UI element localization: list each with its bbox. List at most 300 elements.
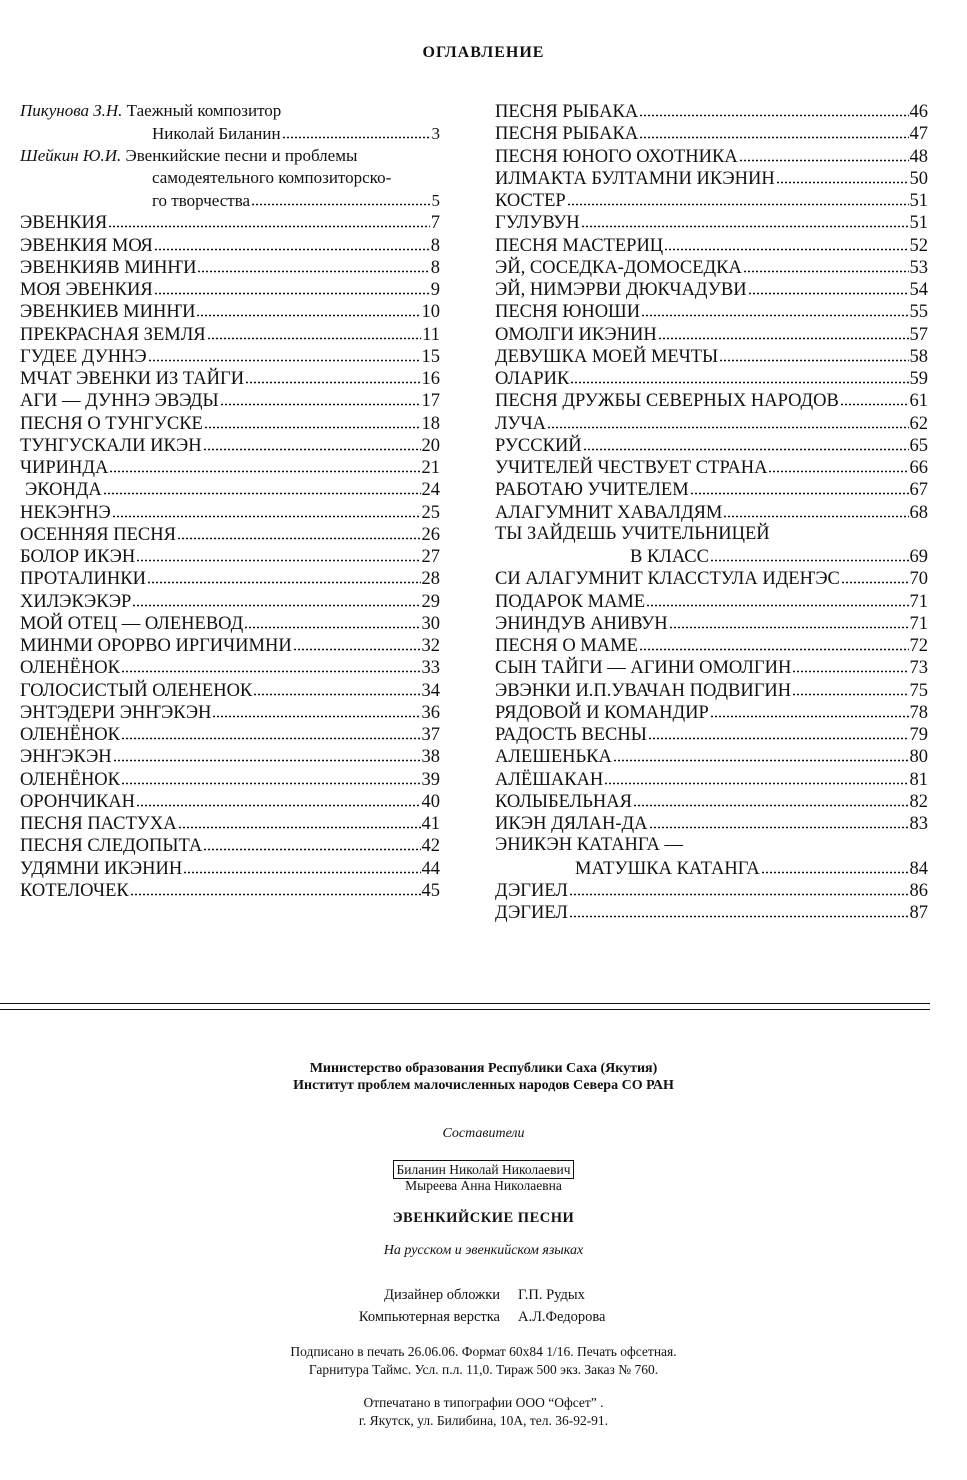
page-number: 65 xyxy=(909,435,928,456)
dot-leader xyxy=(664,234,908,251)
toc-list-left xyxy=(20,211,440,901)
page-number: 34 xyxy=(421,680,440,701)
dot-leader xyxy=(669,612,909,629)
languages-note: На русском и эвенкийском языках xyxy=(383,1243,584,1258)
page-number: 8 xyxy=(430,235,440,256)
toc-entry xyxy=(495,812,928,834)
page-number: 25 xyxy=(421,502,440,523)
dot-leader xyxy=(154,234,430,251)
toc-entry xyxy=(495,122,928,144)
page-number: 10 xyxy=(421,302,440,323)
toc-entry-title: МЧАТ ЭВЕНКИ ИЗ ТАЙГИ xyxy=(20,369,245,389)
dot-leader xyxy=(253,679,420,696)
dot-leader xyxy=(792,679,908,696)
page-number: 51 xyxy=(909,191,928,211)
page-number: 29 xyxy=(421,591,440,612)
toc-entry xyxy=(20,590,440,612)
toc-title: ОГЛАВЛЕНИЕ xyxy=(422,44,545,61)
dot-leader xyxy=(112,501,421,518)
page-number: 20 xyxy=(421,435,440,456)
page-number: 47 xyxy=(909,124,928,145)
dot-leader xyxy=(569,901,909,918)
toc-entry-title: ОЛЕНЁНОК xyxy=(20,769,121,790)
dot-leader xyxy=(203,834,420,851)
toc-entry-title: ЭВЕНКИЯ xyxy=(20,213,108,234)
page-number: 48 xyxy=(909,146,928,167)
dot-leader xyxy=(649,812,909,829)
toc-entry-title: РАДОСТЬ ВЕСНЫ xyxy=(495,725,647,745)
page-number: 82 xyxy=(909,791,928,812)
toc-entry-title: ПЕСНЯ РЫБАКА xyxy=(495,124,639,145)
toc-entry xyxy=(495,367,928,389)
dot-leader xyxy=(547,412,908,429)
dot-leader xyxy=(658,323,909,340)
dot-leader xyxy=(639,634,909,651)
toc-entry xyxy=(20,278,440,300)
dot-leader xyxy=(613,745,909,762)
page-number: 44 xyxy=(421,858,440,879)
dot-leader xyxy=(646,590,908,607)
toc-entry-title: ПЕСНЯ МАСТЕРИЦ xyxy=(495,235,664,256)
toc-entry-title: ОСЕННЯЯ ПЕСНЯ xyxy=(20,524,176,545)
toc-entry xyxy=(20,567,440,589)
printer-info: Отпечатано в типографии ООО “Офсет” . xyxy=(363,1395,604,1410)
dot-leader xyxy=(132,590,420,607)
toc-entry xyxy=(495,278,928,300)
toc-entry xyxy=(495,879,928,901)
dot-leader xyxy=(204,412,421,429)
toc-entry-title: ЧИРИНДА xyxy=(20,458,109,478)
page-number: 8 xyxy=(430,257,440,278)
toc-entry-title: РЯДОВОЙ И КОМАНДИР xyxy=(495,702,709,723)
page-number: 59 xyxy=(909,369,928,389)
essay-author: Шейкин Ю.И. xyxy=(20,145,122,165)
toc-entry-title: МИНМИ ОРОРВО ИРГИЧИМНИ xyxy=(20,636,292,656)
toc-entry-title: ЛУЧА xyxy=(495,413,547,434)
page-number: 39 xyxy=(421,769,440,790)
toc-entry xyxy=(495,656,928,678)
page-number: 78 xyxy=(909,702,928,723)
toc-entry xyxy=(495,323,928,345)
toc-entry xyxy=(495,567,928,589)
imprint-ministry: Министерство образования Республики Саха (Якутия) xyxy=(309,1061,658,1076)
toc-entry-title: ИКЭН ДЯЛАН-ДА xyxy=(495,814,648,834)
credits-block xyxy=(300,1284,660,1328)
compiler-name: Биланин Николай Николаевич xyxy=(393,1160,573,1179)
toc-entry-title: ЭНИКЭН КАТАНГА — xyxy=(495,835,684,856)
page-number: 71 xyxy=(909,613,928,634)
page-number: 46 xyxy=(909,102,928,122)
page-number: 7 xyxy=(430,213,440,234)
dot-leader xyxy=(121,723,420,740)
toc-entry-title: ТЫ ЗАЙДЕШЬ УЧИТЕЛЬНИЦЕЙ xyxy=(495,523,770,544)
toc-entry xyxy=(495,901,928,923)
dot-leader xyxy=(639,122,908,139)
toc-entry-title: ГУДЕЕ ДУННЭ xyxy=(20,346,147,367)
toc-entry xyxy=(20,768,440,790)
toc-entry xyxy=(495,501,928,523)
toc-entry xyxy=(495,612,928,634)
toc-entry xyxy=(20,723,440,745)
toc-entry-title: АЛЕШЕНЬКА xyxy=(495,747,612,768)
toc-entry-multiline xyxy=(495,523,928,568)
page-number: 21 xyxy=(421,458,440,478)
toc-entry-title: ЭВЕНКИЕВ МИНҤИ xyxy=(20,302,196,323)
toc-entry-title: ЭЙ, СОСЕДКА-ДОМОСЕДКА xyxy=(495,257,742,278)
toc-entry-title: АЛЁШАКАН xyxy=(495,769,604,790)
page-number: 24 xyxy=(421,480,440,501)
dot-leader xyxy=(710,701,909,718)
toc-entry-title: СЫН ТАЙГИ — АГИНИ ОМОЛГИН xyxy=(495,658,792,679)
credit-row xyxy=(300,1306,660,1328)
page-number: 58 xyxy=(909,346,928,367)
page-number: 16 xyxy=(421,369,440,389)
page-number: 30 xyxy=(421,613,440,634)
toc-entry xyxy=(495,590,928,612)
page-number: 66 xyxy=(909,458,928,478)
toc-entry-title: ГОЛОСИСТЫЙ ОЛЕНЕНОК xyxy=(20,680,253,701)
essay-author: Пикунова З.Н. xyxy=(20,101,123,120)
toc-entry-title: КОТЕЛОЧЕК xyxy=(20,880,129,901)
toc-entry-title: ОЛАРИК xyxy=(495,369,570,389)
page-number: 33 xyxy=(421,658,440,679)
toc-entry-title: ЭНТЭДЕРИ ЭНҤЭКЭН xyxy=(20,702,212,723)
toc-entry-title: ЭВЕНКИЯ МОЯ xyxy=(20,235,153,256)
essay-entry xyxy=(20,100,440,145)
page-number: 45 xyxy=(421,880,440,901)
dot-leader xyxy=(569,879,909,896)
toc-entry xyxy=(495,745,928,767)
dot-leader xyxy=(776,167,909,184)
credit-role: Дизайнер обложки xyxy=(384,1287,500,1303)
print-details: Подписано в печать 26.06.06. Формат 60х84 1/16. Печать офсетная. xyxy=(290,1344,677,1359)
toc-entry-title: ОЛЕНЁНОК xyxy=(20,725,121,745)
page-number: 9 xyxy=(430,280,440,300)
toc-entry xyxy=(495,256,928,278)
page-number: 61 xyxy=(909,391,928,412)
toc-entry xyxy=(495,211,928,233)
dot-leader xyxy=(293,634,421,651)
dot-leader xyxy=(136,545,420,562)
toc-entry xyxy=(20,345,440,367)
toc-entry-title: ПЕСНЯ ДРУЖБЫ СЕВЕРНЫХ НАРОДОВ xyxy=(495,391,839,412)
page-number: 40 xyxy=(421,791,440,812)
page-number: 28 xyxy=(421,569,440,590)
dot-leader xyxy=(748,278,909,295)
toc-entry xyxy=(495,189,928,211)
dot-leader xyxy=(183,857,420,874)
page-number: 41 xyxy=(421,814,440,834)
page-number: 32 xyxy=(421,636,440,656)
toc-entry-title: ТУНГУСКАЛИ ИКЭН xyxy=(20,435,202,456)
dot-leader xyxy=(177,523,421,540)
toc-entry xyxy=(20,834,440,856)
toc-entry-title: АЛАГУМНИТ ХАВАЛДЯМ xyxy=(495,502,723,523)
page-number: 62 xyxy=(909,413,928,434)
page-number: 11 xyxy=(422,324,440,345)
dot-leader xyxy=(743,256,909,273)
dot-leader xyxy=(136,790,420,807)
toc-right-column xyxy=(495,100,928,923)
toc-entry xyxy=(20,634,440,656)
page-number: 54 xyxy=(909,280,928,300)
dot-leader xyxy=(220,389,421,406)
toc-entry xyxy=(20,367,440,389)
toc-entry xyxy=(20,256,440,278)
page-number: 69 xyxy=(909,547,928,567)
page-number: 53 xyxy=(909,257,928,278)
toc-entry-title: ПОДАРОК МАМЕ xyxy=(495,591,646,612)
toc-entry xyxy=(495,100,928,122)
dot-leader xyxy=(581,211,909,228)
divider-rule xyxy=(0,1003,930,1004)
toc-entry xyxy=(20,656,440,678)
dot-leader xyxy=(570,367,908,384)
printer-info: г. Якутск, ул. Билибина, 10А, тел. 36-92-91. xyxy=(358,1413,609,1428)
dot-leader xyxy=(121,656,420,673)
page-number: 57 xyxy=(909,324,928,345)
toc-entry xyxy=(495,790,928,812)
dot-leader xyxy=(723,501,908,518)
toc-entry xyxy=(495,167,928,189)
toc-list-right xyxy=(495,879,928,924)
toc-entry xyxy=(20,545,440,567)
page-number: 17 xyxy=(421,391,440,412)
toc-entry xyxy=(495,389,928,411)
toc-entry-title: ЭЙ, НИМЭРВИ ДЮКЧАДУВИ xyxy=(495,280,747,300)
essay-title: го творчества xyxy=(152,191,251,210)
toc-entry-title: ЭВЕНКИЯВ МИНҤИ xyxy=(20,257,197,278)
page-number: 26 xyxy=(421,524,440,545)
toc-entry xyxy=(20,745,440,767)
toc-entry-title: ДЭГИЕЛ xyxy=(495,903,568,923)
toc-entry xyxy=(20,701,440,723)
toc-entry xyxy=(20,790,440,812)
toc-entry xyxy=(20,300,440,322)
toc-entry xyxy=(495,679,928,701)
dot-leader xyxy=(639,100,908,117)
page-number: 87 xyxy=(909,903,928,923)
book-title: ЭВЕНКИЙСКИЕ ПЕСНИ xyxy=(392,1210,575,1226)
page-number: 81 xyxy=(909,769,928,790)
dot-leader xyxy=(121,768,420,785)
page-number: 55 xyxy=(909,302,928,323)
toc-entry xyxy=(495,434,928,456)
toc-entry-title: РАБОТАЮ УЧИТЕЛЕМ xyxy=(495,480,689,501)
page-number: 38 xyxy=(421,747,440,768)
toc-entry-title: ХИЛЭКЭКЭР xyxy=(20,591,132,612)
dot-leader xyxy=(282,122,431,139)
toc-entry xyxy=(495,300,928,322)
toc-entry-title: ПЕСНЯ О МАМЕ xyxy=(495,636,638,656)
toc-entry xyxy=(20,434,440,456)
toc-left-column xyxy=(20,100,440,901)
dot-leader xyxy=(108,211,429,228)
compilers-label: Составители xyxy=(442,1126,525,1141)
essay-title: самодеятельного композиторско- xyxy=(152,167,392,187)
compiler-name: Мыреева Анна Николаевна xyxy=(405,1178,562,1193)
page-number: 73 xyxy=(909,658,928,679)
toc-entry xyxy=(495,478,928,500)
toc-entry xyxy=(495,768,928,790)
page-number: 80 xyxy=(909,747,928,768)
toc-entry xyxy=(20,389,440,411)
page-number: 75 xyxy=(909,680,928,701)
dot-leader xyxy=(154,278,430,295)
toc-entry-title: ПЕСНЯ РЫБАКА xyxy=(495,102,639,122)
page-number: 86 xyxy=(909,880,928,901)
toc-entry xyxy=(20,612,440,634)
page-number: 36 xyxy=(421,702,440,723)
toc-entry-title: ПЕСНЯ ЮНОГО ОХОТНИКА xyxy=(495,146,738,167)
toc-entry-title: В КЛАСС xyxy=(630,547,709,567)
dot-leader xyxy=(103,478,421,495)
dot-leader xyxy=(178,812,421,829)
essay-title: Эвенкийские песни и проблемы xyxy=(125,145,358,165)
toc-entry-title: ДЕВУШКА МОЕЙ МЕЧТЫ xyxy=(495,346,719,367)
toc-entry-title: АГИ — ДУННЭ ЭВЭДЫ xyxy=(20,391,219,412)
page-number: 27 xyxy=(421,547,440,567)
dot-leader xyxy=(147,567,421,584)
page-number: 68 xyxy=(909,502,928,523)
dot-leader xyxy=(113,745,421,762)
page-number: 52 xyxy=(909,235,928,256)
credit-name: А.Л.Федорова xyxy=(518,1309,606,1325)
page-number: 70 xyxy=(909,569,928,590)
toc-entry-title: УДЯМНИ ИКЭНИН xyxy=(20,858,183,879)
toc-entry-title: ПЕСНЯ О ТУНГУСКЕ xyxy=(20,413,203,434)
dot-leader xyxy=(109,456,420,473)
credit-role: Компьютерная верстка xyxy=(358,1309,500,1325)
toc-entry xyxy=(495,412,928,434)
toc-entry xyxy=(20,412,440,434)
dot-leader xyxy=(604,768,908,785)
print-details: Гарнитура Таймс. Усл. п.л. 11,0. Тираж 500 экз. Заказ № 760. xyxy=(308,1362,659,1377)
toc-entry xyxy=(495,456,928,478)
toc-entry xyxy=(20,879,440,901)
page-number: 3 xyxy=(431,124,440,144)
toc-entry-title: СИ АЛАГУМНИТ КЛАССТУЛА ИДЕҤЭС xyxy=(495,569,840,590)
essay-entry xyxy=(20,145,440,212)
toc-entry xyxy=(495,345,928,367)
toc-entry xyxy=(20,679,440,701)
toc-entry xyxy=(20,478,440,500)
toc-entry xyxy=(20,812,440,834)
dot-leader xyxy=(690,478,909,495)
toc-entry xyxy=(495,723,928,745)
page-number: 84 xyxy=(909,858,928,879)
essay-title: Николай Биланин xyxy=(152,124,281,144)
page-number: 18 xyxy=(421,413,440,434)
divider-rule xyxy=(0,1009,930,1010)
toc-entry xyxy=(20,857,440,879)
toc-entry-title: УЧИТЕЛЕЙ ЧЕСТВУЕТ СТРАНА xyxy=(495,458,768,478)
toc-entry-title: КОСТЕР xyxy=(495,191,566,211)
toc-entry-title: ОРОНЧИКАН xyxy=(20,791,136,812)
toc-entry-title: ГУЛУВУН xyxy=(495,213,580,234)
dot-leader xyxy=(148,345,421,362)
credit-row xyxy=(300,1284,660,1306)
toc-entry-title: ОМОЛГИ ИКЭНИН xyxy=(495,324,657,345)
toc-entry-title: БОЛОР ИКЭН xyxy=(20,547,136,567)
toc-entry xyxy=(20,323,440,345)
toc-entry-title: ПЕСНЯ ПАСТУХА xyxy=(20,814,177,834)
page-number: 83 xyxy=(909,814,928,834)
toc-entry xyxy=(20,523,440,545)
page-number: 79 xyxy=(909,725,928,745)
dot-leader xyxy=(245,367,420,384)
toc-entry-title: МАТУШКА КАТАНГА xyxy=(575,858,760,879)
dot-leader xyxy=(244,612,420,629)
toc-entry-title: ЭНҤЭКЭН xyxy=(20,747,112,768)
toc-entry-multiline xyxy=(495,834,928,879)
toc-entry-title: НЕКЭҤНЭ xyxy=(20,502,111,523)
toc-entry-title: ИЛМАКТА БУЛТАМНИ ИКЭНИН xyxy=(495,168,775,189)
dot-leader xyxy=(761,857,909,874)
dot-leader xyxy=(196,300,420,317)
page-number: 71 xyxy=(909,591,928,612)
toc-list-right xyxy=(495,567,928,834)
toc-entry-title: ОЛЕНЁНОК xyxy=(20,658,121,679)
credit-name: Г.П. Рудых xyxy=(518,1287,585,1303)
dot-leader xyxy=(641,300,908,317)
toc-entry xyxy=(20,234,440,256)
essay-title: Таежный композитор xyxy=(126,101,282,120)
page-number: 5 xyxy=(431,191,440,210)
toc-entry xyxy=(20,501,440,523)
dot-leader xyxy=(633,790,909,807)
toc-entry-title: ПРЕКРАСНАЯ ЗЕМЛЯ xyxy=(20,324,206,345)
dot-leader xyxy=(648,723,909,740)
toc-entry-title: ДЭГИЕЛ xyxy=(495,880,568,901)
toc-entry xyxy=(495,634,928,656)
dot-leader xyxy=(197,256,429,273)
dot-leader xyxy=(212,701,420,718)
toc-entry-title: ЭВЭНКИ И.П.УВАЧАН ПОДВИГИН xyxy=(495,680,792,701)
toc-entry xyxy=(495,234,928,256)
dot-leader xyxy=(567,189,909,206)
page-number: 67 xyxy=(909,480,928,501)
toc-entry xyxy=(495,145,928,167)
toc-entry-title: ПЕСНЯ СЛЕДОПЫТА xyxy=(20,836,203,857)
dot-leader xyxy=(130,879,421,896)
toc-entry xyxy=(495,701,928,723)
toc-entry xyxy=(20,211,440,233)
dot-leader xyxy=(768,456,908,473)
toc-entry-title: РУССКИЙ xyxy=(495,435,582,456)
toc-entry-title: МОЙ ОТЕЦ — ОЛЕНЕВОД xyxy=(20,613,244,634)
dot-leader xyxy=(251,189,430,206)
dot-leader xyxy=(207,323,422,340)
toc-list-right xyxy=(495,100,928,523)
page-number: 15 xyxy=(421,346,440,367)
page-number: 42 xyxy=(421,836,440,857)
dot-leader xyxy=(583,434,909,451)
toc-entry-title: ПРОТАЛИНКИ xyxy=(20,569,146,590)
page-number: 72 xyxy=(909,636,928,656)
dot-leader xyxy=(710,545,909,562)
toc-entry-title: КОЛЫБЕЛЬНАЯ xyxy=(495,791,632,812)
dot-leader xyxy=(719,345,908,362)
dot-leader xyxy=(739,145,909,162)
toc-entry-title: МОЯ ЭВЕНКИЯ xyxy=(20,280,153,300)
page-number: 50 xyxy=(909,168,928,189)
page-number: 51 xyxy=(909,213,928,234)
dot-leader xyxy=(203,434,421,451)
imprint-institute: Институт проблем малочисленных народов Севера СО РАН xyxy=(293,1078,674,1093)
dot-leader xyxy=(840,389,909,406)
dot-leader xyxy=(841,567,909,584)
